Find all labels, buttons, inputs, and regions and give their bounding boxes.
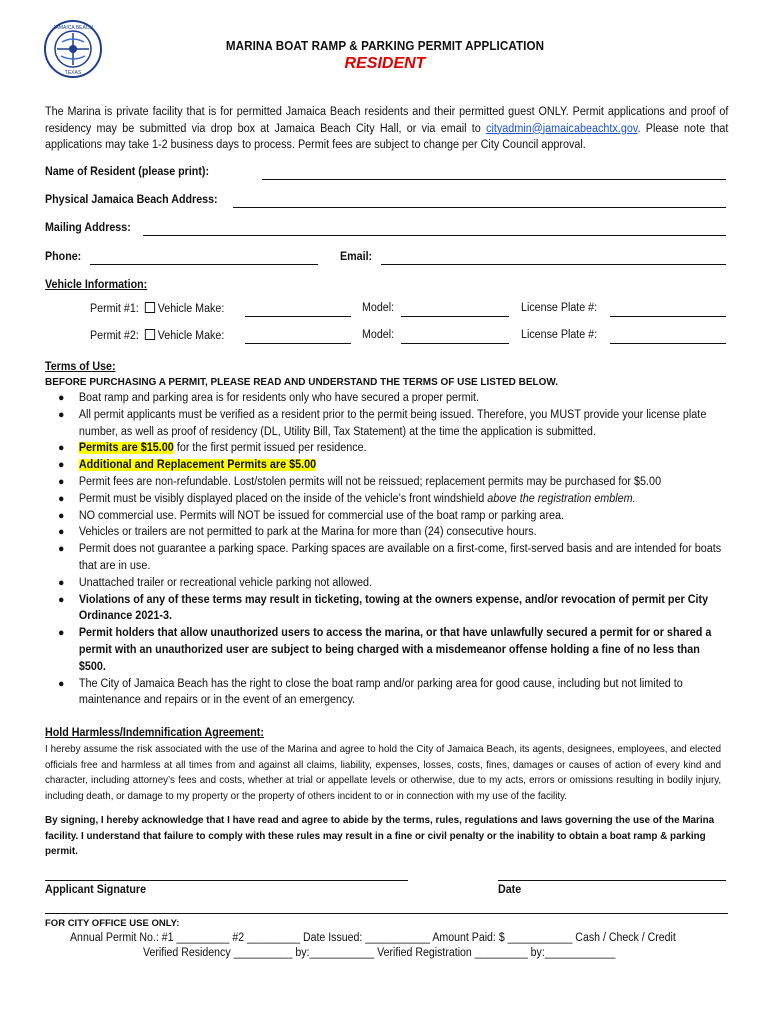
permit1-model-label: Model: [362, 302, 395, 314]
hold-harmless-heading: Hold Harmless/Indemnification Agreement: [45, 727, 264, 739]
permit1-label [90, 302, 224, 315]
svg-text:JAMAICA BEACH: JAMAICA BEACH [52, 25, 94, 31]
email-link[interactable]: cityadmin@jamaicabeachtx.gov [486, 122, 638, 135]
permit2-model-field[interactable] [401, 343, 509, 344]
list-item: ● Additional and Replacement Permits are $5.00 [58, 459, 317, 472]
terms-intro: BEFORE PURCHASING A PERMIT, PLEASE READ AND UNDERSTAND THE TERMS OF USE LISTED BELOW. [45, 376, 559, 388]
email-label: Email: [340, 251, 373, 263]
office-row-2: Verified Residency __________ by:___________ Verified Registration _________ by:____________ [143, 947, 616, 959]
intro-paragraph [45, 104, 728, 154]
permit1-plate-label: License Plate #: [521, 302, 598, 314]
permit2-make-field[interactable] [245, 343, 351, 344]
list-item: ● Permit must be visibly displayed placed on the inside of the vehicle’s front windshield above the registration emblem. [58, 492, 636, 505]
phone-field[interactable] [90, 264, 318, 265]
hold-harmless-body: I hereby assume the risk associated with the use of the Marina and agree to hold the City of Jamaica Beach, its agents, designees, employees, and elected officials free and harmless at all times from and against all claims, liability, expenses, losses, costs, fines, damages or causes of action of every kind and character, including attorney’s fees and costs, whether at trial or appellate levels or otherwise, due to my acts, errors or omissions resulting in bodily injury, including death, or damage to my property or the property of others incident to or in connection with my use of the facility. [45, 743, 722, 802]
address-field[interactable] [233, 207, 726, 208]
permit1-checkbox[interactable] [145, 302, 155, 313]
date-field[interactable] [498, 880, 726, 881]
permit2-checkbox[interactable] [145, 329, 155, 340]
list-item: ● All permit applicants must be verified as a resident prior to the permit being issued. Therefore, you MUST provide your license plate number, as well as proof of residency (DL, Utility Bill, Tax Statement) at the time the application is submitted. [58, 408, 707, 438]
name-label: Name of Resident (please print): [45, 166, 210, 178]
acknowledgment-text: By signing, I hereby acknowledge that I have read and agree to abide by the terms, rules, regulations and laws governing the use of the Marina facility. I understand that failure to comply with these rules may result in a fine or civil penalty or the inability to obtain a boat ramp & parking permit. [45, 814, 715, 857]
signature-label: Applicant Signature [45, 884, 147, 896]
signature-field[interactable] [45, 880, 408, 881]
address-label: Physical Jamaica Beach Address: [45, 194, 218, 206]
office-use-label: FOR CITY OFFICE USE ONLY: [45, 918, 180, 929]
replacement-fee-highlight: Additional and Replacement Permits are $5.00 [78, 459, 317, 472]
list-item: ● Unattached trailer or recreational vehicle parking not allowed. [58, 576, 373, 589]
permit1-plate-field[interactable] [610, 316, 726, 317]
vehicle-make-label: Vehicle Make: [157, 330, 225, 342]
office-row-1: Annual Permit No.: #1 _________ #2 _________ Date Issued: ___________ Amount Paid: $ ___________ Cash / Check / Credit [70, 932, 676, 944]
permit2-plate-field[interactable] [610, 343, 726, 344]
intro-text-end: . Please note that applications may take 1-2 business days to process. Permit fees are subject to change per City Council approval. [45, 122, 729, 151]
intro-text-start: The Marina is private facility that is for permitted Jamaica Beach residents and their permitted guest ONLY. Permit applications and proof of residency may be submitted via drop box at Jamaica Beach City Hall, or via email to [45, 106, 729, 135]
permit-fee-highlight: Permits are $15.00 [78, 442, 174, 455]
list-item: ● Violations of any of these terms may result in ticketing, towing at the owners expense, and/or revocation of permit per City Ordinance 2021-3. [58, 593, 709, 623]
list-item: ● Permit fees are non-refundable. Lost/stolen permits will not be reissued; replacement permits may be purchased for $5.00 [58, 475, 662, 488]
phone-label: Phone: [45, 251, 82, 263]
list-item: ● Permits are $15.00 for the first permit issued per residence. [58, 442, 367, 455]
list-item: ● The City of Jamaica Beach has the right to close the boat ramp and/or parking area for good cause, including but not limited to maintenance and repairs or in the event of an emergency. [58, 677, 683, 707]
date-label: Date [498, 884, 522, 896]
permit2-label [90, 329, 224, 342]
list-item: ● Permit holders that allow unauthorized users to access the marina, or that have unlawfully secured a permit for or shared a permit with an unauthorized user are subject to being charged with a misdemeanor offense holding a fine of no less than $500. [58, 627, 712, 673]
list-item: ● Permit does not guarantee a parking space. Parking spaces are available on a first-come, first-served basis and are intended for boats that are in use. [58, 543, 722, 572]
vehicle-make-label: Vehicle Make: [157, 303, 225, 315]
list-item: ● Vehicles or trailers are not permitted to park at the Marina for more than (24) consecutive hours. [58, 526, 537, 539]
svg-text:TEXAS: TEXAS [64, 70, 82, 76]
permit1-model-field[interactable] [401, 316, 509, 317]
page-title: MARINA BOAT RAMP & PARKING PERMIT APPLICATION [225, 39, 545, 53]
permit1-make-field[interactable] [245, 316, 351, 317]
vehicle-heading: Vehicle Information: [45, 279, 148, 291]
permit-number: Permit #1: [90, 303, 139, 315]
terms-heading: Terms of Use: [45, 361, 116, 373]
permit-number: Permit #2: [90, 330, 139, 342]
page-subtitle: RESIDENT [344, 55, 426, 72]
name-field[interactable] [262, 179, 726, 180]
email-field[interactable] [381, 264, 726, 265]
list-item: ● NO commercial use. Permits will NOT be issued for commercial use of the boat ramp or parking area. [58, 509, 565, 522]
office-divider [45, 913, 728, 914]
list-item: ● Boat ramp and parking area is for residents only who have secured a proper permit. [58, 392, 480, 404]
mailing-field[interactable] [143, 235, 726, 236]
terms-list [45, 390, 722, 709]
permit2-plate-label: License Plate #: [521, 329, 598, 341]
permit2-model-label: Model: [362, 329, 395, 341]
mailing-label: Mailing Address: [45, 222, 131, 234]
